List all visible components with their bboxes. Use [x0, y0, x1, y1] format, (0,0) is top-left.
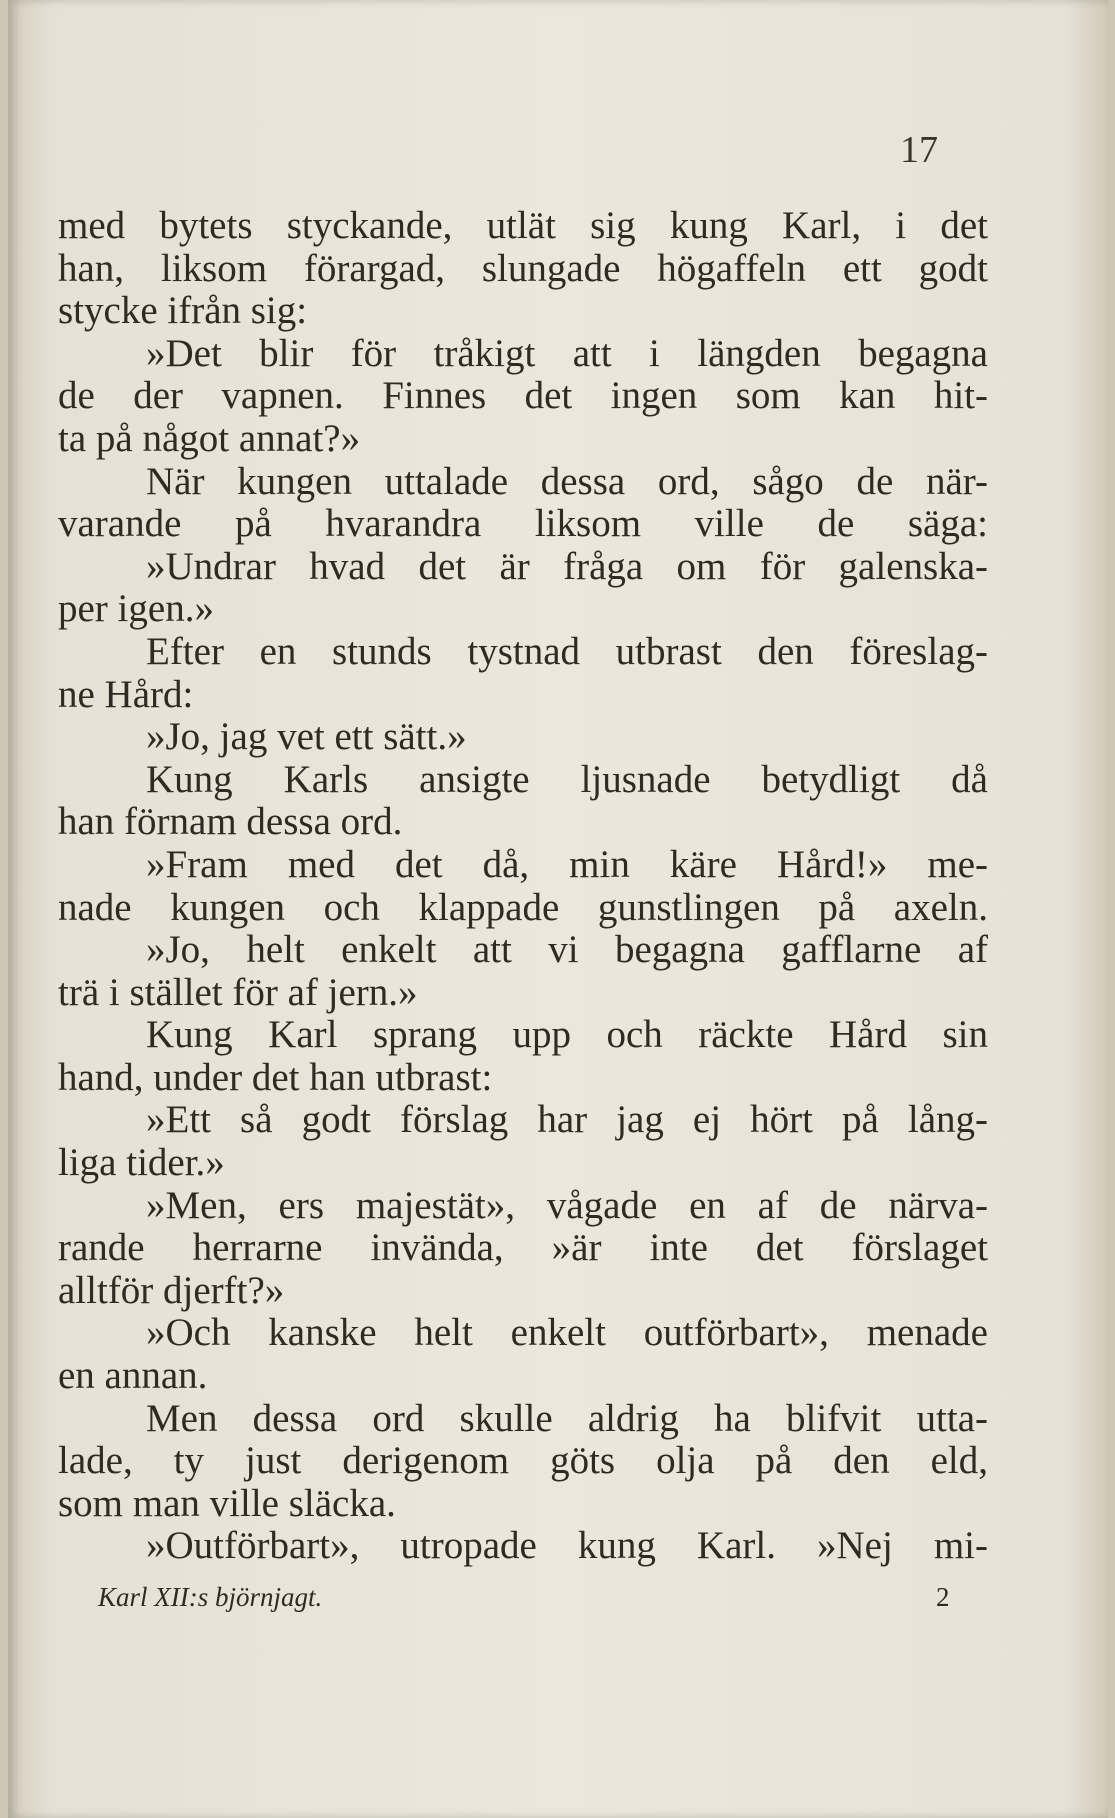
text-line: per igen.» [58, 588, 214, 631]
text-line: en annan. [58, 1355, 208, 1398]
book-page [8, 0, 1108, 1818]
page-footer [98, 1582, 958, 1613]
text-line: »Jo, jag vet ett sätt.» [146, 716, 467, 759]
text-line: Kung Karl sprang upp och räckte Hård sin [146, 1014, 988, 1057]
text-line: »Outförbart», utropade kung Karl. »Nej mi- [146, 1525, 988, 1568]
text-line: varande på hvarandra liksom ville de säga: [58, 503, 988, 546]
text-line: »Ett så godt förslag har jag ej hört på lång- [146, 1099, 988, 1142]
text-line: ta på något annat?» [58, 417, 361, 460]
signature-mark: 2 [936, 1582, 950, 1612]
text-line: han, liksom förargad, slungade högaffeln ett godt [58, 247, 988, 290]
text-line: Efter en stunds tystnad utbrast den föreslag- [146, 630, 988, 673]
text-line: stycke ifrån sig: [58, 290, 308, 333]
text-line: »Jo, helt enkelt att vi begagna gafflarne af [146, 929, 988, 972]
text-line: han förnam dessa ord. [58, 801, 403, 844]
text-line: Men dessa ord skulle aldrig ha blifvit utta- [146, 1397, 988, 1440]
text-line: nade kungen och klappade gunstlingen på axeln. [58, 886, 988, 929]
text-line: trä i stället för af jern.» [58, 971, 418, 1014]
text-line: rande herrarne invända, »är inte det förslaget [58, 1227, 988, 1270]
text-line: alltför djerft?» [58, 1269, 285, 1312]
text-line: liga tider.» [58, 1142, 225, 1185]
text-line: hand, under det han utbrast: [58, 1056, 493, 1099]
text-line: med bytets styckande, utlät sig kung Karl, i det [58, 205, 988, 247]
text-line: lade, ty just derigenom göts olja på den eld, [58, 1440, 988, 1483]
body-text [58, 205, 988, 1568]
text-line: ne Hård: [58, 673, 194, 716]
text-line: som man ville släcka. [58, 1482, 396, 1525]
signature-line: Karl XII:s björnjagt. [98, 1582, 323, 1612]
page-number: 17 [900, 129, 938, 171]
text-line: »Det blir för tråkigt att i längden begagna [146, 332, 988, 375]
text-line: »Och kanske helt enkelt outförbart», menade [146, 1312, 988, 1355]
text-line: de der vapnen. Finnes det ingen som kan hit- [58, 375, 988, 418]
text-line: »Fram med det då, min käre Hård!» me- [146, 843, 988, 886]
text-line: Kung Karls ansigte ljusnade betydligt då [146, 758, 988, 801]
text-line: När kungen uttalade dessa ord, sågo de när- [146, 460, 988, 503]
text-line: »Undrar hvad det är fråga om för galenska- [146, 545, 988, 588]
text-line: »Men, ers majestät», vågade en af de närva- [146, 1184, 988, 1227]
